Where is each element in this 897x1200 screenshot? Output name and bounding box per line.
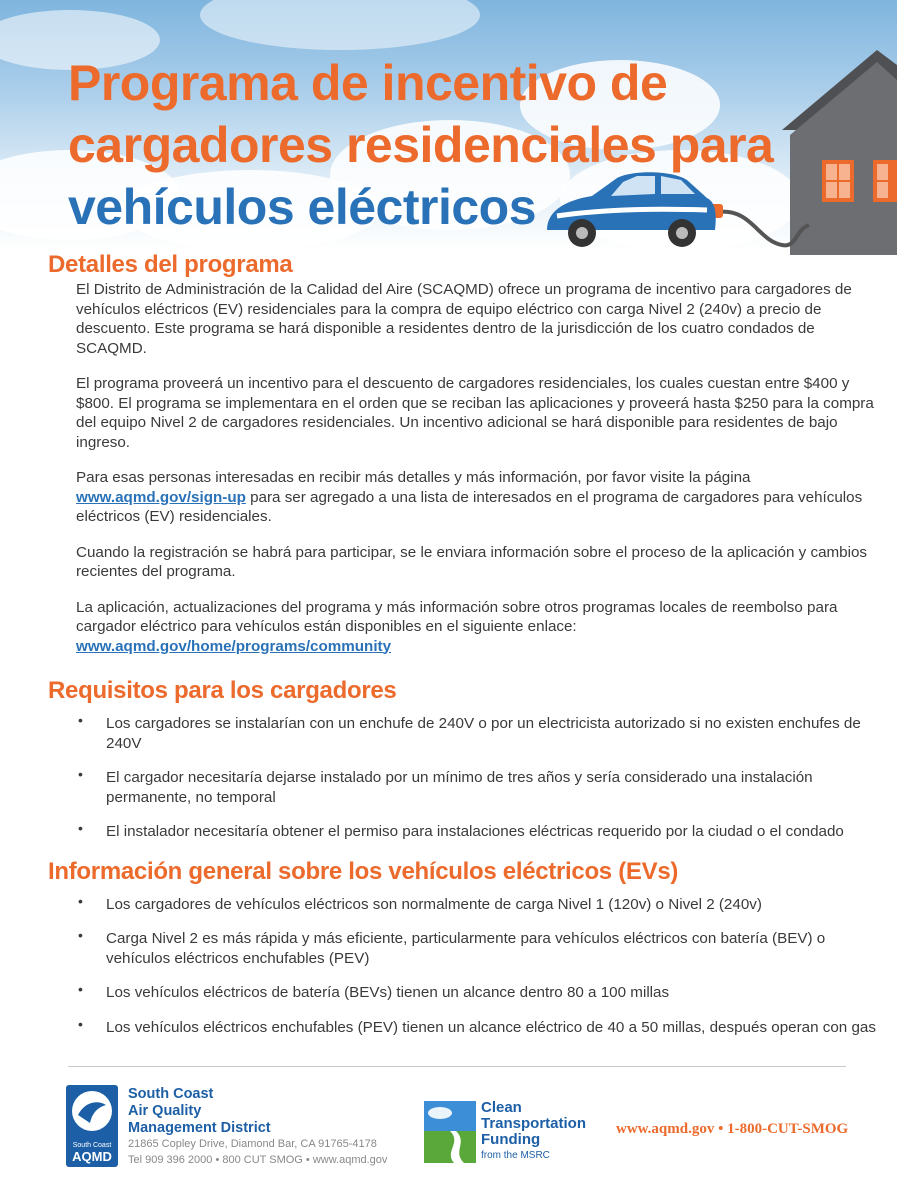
details-p5-text: La aplicación, actualizaciones del programa y más información sobre otros programas locales de reembolso para cargador eléctrico para vehículos están disponibles en el siguiente enlace: [76,598,838,635]
list-item-text: Los vehículos eléctricos de batería (BEVs) tienen un alcance dentro 80 a 100 millas [106,984,670,1001]
house-car-illustration [537,40,897,270]
list-item-text: El instalador necesitaría obtener el permiso para instalaciones eléctricas requerido por la ciudad o el condado [106,823,844,840]
aqmd-name-line: Air Quality [128,1103,202,1119]
requirements-list [78,714,878,842]
details-paragraph-4: Cuando la registración se habrá para participar, se le enviara información sobre el proceso de la aplicación y cambios recientes del programa. [76,543,868,580]
details-paragraph-2: El programa proveerá un incentivo para el descuento de cargadores residenciales, los cuales cuestan entre $400 y $800. El programa se implementara en el orden que se reciban las aplicaciones y proveerá hasta $250 para la compra del equipo Nivel 2 de cargadores residenciales. Un incentivo adicional se hará disponible para residentes de bajo ingreso. [76,375,874,451]
ctf-name-line: Transportation [481,1115,587,1132]
contact-info: www.aqmd.gov • 1-800-CUT-SMOG [616,1121,849,1137]
bullet-icon: • [78,820,83,836]
aqmd-name-line: South Coast [128,1086,214,1102]
section-heading-requirements: Requisitos para los cargadores [48,677,397,704]
section-heading-general: Información general sobre los vehículos eléctricos (EVs) [48,857,679,885]
list-item-text: El cargador necesitaría dejarse instalado por un mínimo de tres años y sería considerado una instalación permanente, no temporal [106,769,813,806]
title-line-3: vehículos eléctricos [68,179,537,235]
aqmd-logo-text-2: AQMD [72,1149,112,1164]
aqmd-logo-graphic [66,1085,118,1167]
community-programs-link[interactable]: www.aqmd.gov/home/programs/community [76,637,392,655]
details-p3-text: Para esas personas interesadas en recibir más detalles y más información, por favor visite la página [76,469,751,486]
bullet-icon: • [78,1015,83,1032]
main-content [48,250,878,1052]
details-paragraph-1: El Distrito de Administración de la Calidad del Aire (SCAQMD) ofrece un programa de incentivo para cargadores de vehículos eléctricos (EV) residenciales para la compra de equipo eléctrico con carga Nivel 2 (240v) a precio de descuento. Este programa se hará disponible a residentes dentro de la jurisdicción de los cuatro condados de SCAQMD. [76,281,852,357]
electric-car-icon [547,172,716,247]
list-item [78,892,878,915]
aqmd-address [128,1136,387,1168]
list-item [78,714,878,753]
ctf-name [481,1100,586,1148]
ctf-subtitle: from the MSRC [481,1150,550,1161]
aqmd-name-line: Management District [128,1120,271,1136]
bullet-icon: • [78,892,83,909]
title-line-1: Programa de incentivo de [68,55,668,111]
list-item [78,929,878,968]
details-paragraph-5 [76,598,878,657]
section-heading-details: Detalles del programa [48,251,293,278]
address-line: 21865 Copley Drive, Diamond Bar, CA 91765-4178 [128,1138,377,1150]
details-p3-text-end: para ser agregado a una lista de interesados en el programa de cargadores para vehículos eléctricos (EV) residenciales. [76,488,863,525]
details-paragraph-3 [76,468,878,527]
list-item [78,983,878,1003]
signup-link[interactable]: www.aqmd.gov/sign-up [76,488,246,506]
ctf-logo-icon [424,1101,476,1163]
bullet-icon: • [78,981,83,997]
list-item-text: Los cargadores de vehículos eléctricos son normalmente de carga Nivel 1 (120v) o Nivel 2 (240v) [106,895,762,913]
aqmd-name [128,1086,271,1137]
list-item [78,822,878,842]
footer-divider [68,1066,846,1067]
list-item-text: Los cargadores se instalarían con un enchufe de 240V o por un electricista autorizado si no existen enchufes de 240V [106,715,861,752]
list-item-text: Carga Nivel 2 es más rápida y más eficiente, particularmente para vehículos eléctricos con batería (BEV) o vehículos eléctricos enchufables (PEV) [106,930,826,967]
aqmd-logo [66,1085,118,1167]
title-line-2: cargadores residenciales para [68,117,774,173]
ctf-name-line: Clean [481,1099,522,1116]
aqmd-logo-text-1: South Coast [72,1142,112,1149]
bullet-icon: • [78,712,83,728]
general-info-list [78,892,878,1038]
list-item [78,768,878,807]
house-icon [782,50,897,255]
phone-line: Tel 909 396 2000 • 800 CUT SMOG • www.aqmd.gov [128,1154,388,1166]
cloud [200,0,480,50]
list-item [78,1015,878,1038]
list-item-text: Los vehículos eléctricos enchufables (PEV) tienen un alcance eléctrico de 40 a 50 millas, después operan con gas [106,1018,876,1036]
bullet-icon: • [78,927,83,943]
ctf-name-line: Funding [481,1131,541,1148]
bullet-icon: • [78,766,83,782]
